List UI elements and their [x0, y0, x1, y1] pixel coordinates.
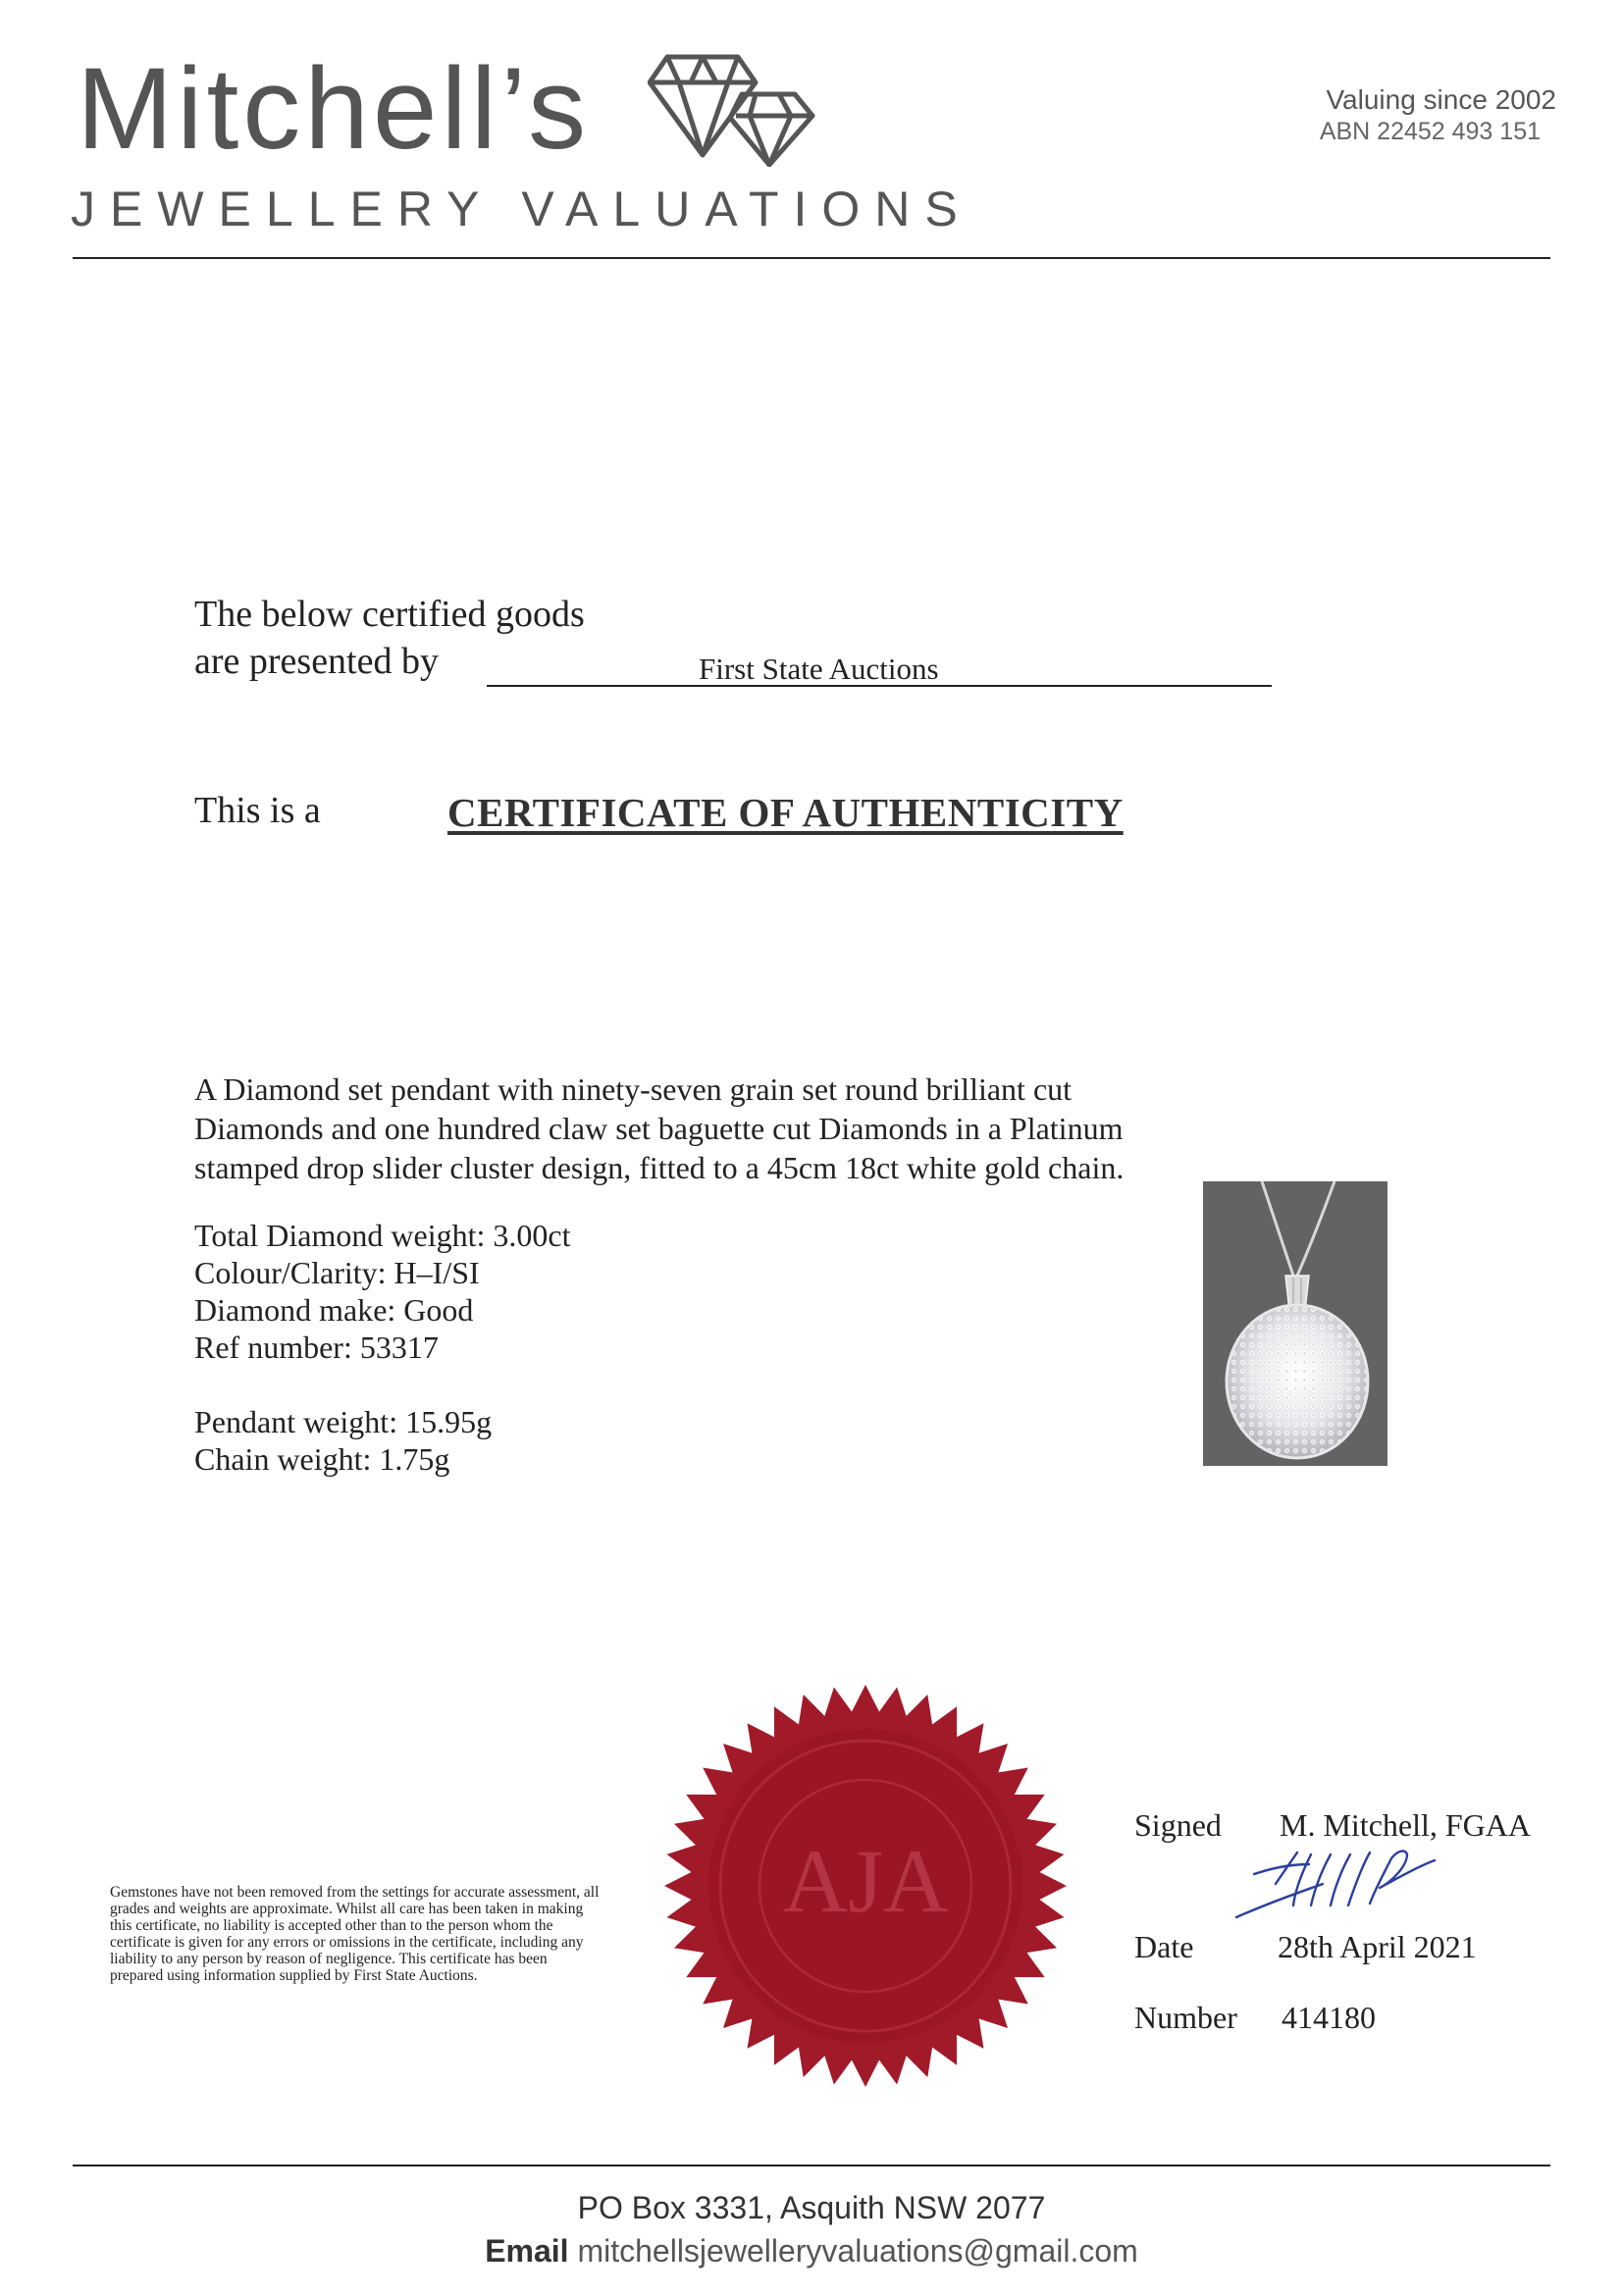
signed-value: M. Mitchell, FGAA: [1280, 1807, 1531, 1843]
spec-ref-number: Ref number: 53317: [194, 1330, 439, 1365]
diamond-logo-icon: [648, 49, 824, 167]
seal-monogram: AJA: [782, 1831, 949, 1931]
abn-number: ABN 22452 493 151: [1319, 118, 1541, 145]
number-label: Number: [1134, 2000, 1237, 2035]
footer-email[interactable]: mitchellsjewelleryvaluations@gmail.com: [577, 2233, 1138, 2269]
signed-label: Signed: [1134, 1807, 1222, 1843]
number-value: 414180: [1282, 2000, 1376, 2035]
description-line-1: A Diamond set pendant with ninety-seven grain set round brilliant cut: [194, 1071, 1073, 1107]
certificate-prefix: This is a: [194, 790, 321, 831]
footer-email-label: Email: [485, 2233, 569, 2269]
pendant-photo: [1203, 1181, 1387, 1466]
intro-line-2: are presented by: [194, 641, 439, 682]
date-value: 28th April 2021: [1278, 1929, 1477, 1964]
handwritten-signature-icon: [1232, 1845, 1468, 1923]
valuing-since: Valuing since 2002: [1326, 84, 1556, 115]
date-label: Date: [1134, 1929, 1194, 1964]
spec-pendant-weight: Pendant weight: 15.95g: [194, 1404, 493, 1439]
description-line-3: stamped drop slider cluster design, fitted to a 45cm 18ct white gold chain.: [194, 1150, 1125, 1185]
footer-email-line: [0, 2233, 1623, 2270]
certificate-title: CERTIFICATE OF AUTHENTICITY: [447, 790, 1124, 835]
brand-tagline: JEWELLERY VALUATIONS: [71, 182, 972, 236]
header-divider: [73, 257, 1550, 259]
spec-diamond-make: Diamond make: Good: [194, 1292, 474, 1328]
disclaimer-text: Gemstones have not been removed from the settings for accurate assessment, all grades and weights are approximate. Whilst all care has been taken in making this certificate, no liability is accepted other than to the person whom the certificate is given for any errors or omissions in the certificate, including any liability to any person by reason of negligence. This certificate has been prepared using information supplied by First State Auctions.: [110, 1884, 600, 1984]
footer-address: PO Box 3331, Asquith NSW 2077: [577, 2190, 1046, 2225]
brand-name: Mitchell’s: [77, 44, 591, 174]
spec-colour-clarity: Colour/Clarity: H–I/SI: [194, 1255, 480, 1290]
intro-line-1: The below certified goods: [194, 594, 585, 635]
description-line-2: Diamonds and one hundred claw set baguette cut Diamonds in a Platinum: [194, 1111, 1124, 1146]
item-description: [194, 1070, 1215, 1187]
spec-total-weight: Total Diamond weight: 3.00ct: [194, 1218, 571, 1253]
footer-divider: [73, 2165, 1550, 2166]
spec-chain-weight: Chain weight: 1.75g: [194, 1441, 450, 1477]
wax-seal-icon: [659, 1680, 1072, 2092]
presenter-name: First State Auctions: [699, 652, 939, 686]
